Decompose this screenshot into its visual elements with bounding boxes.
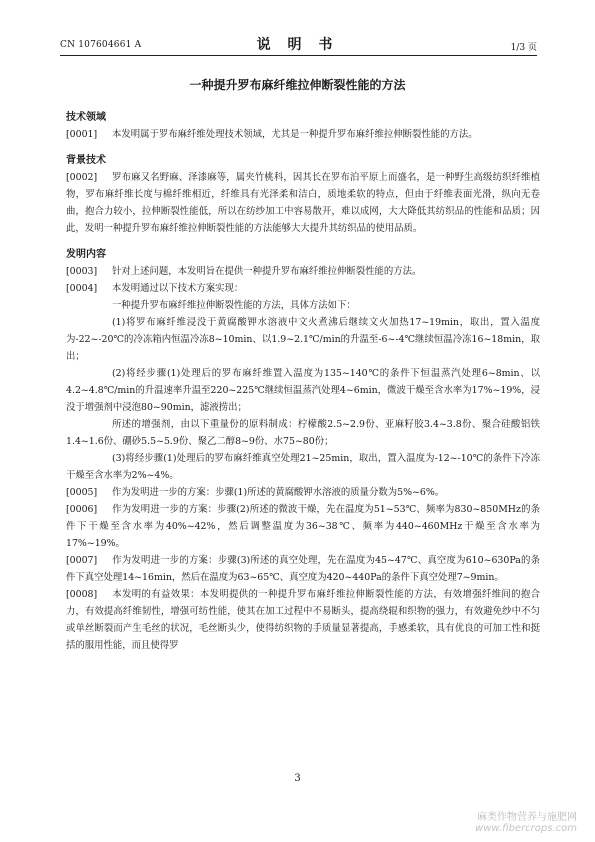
paragraph-text: 本发明通过以下技术方案实现： <box>112 283 244 294</box>
paragraph-number: [0002] <box>66 172 98 183</box>
paragraph-text: 作为发明进一步的方案：步骤(2)所述的微波干燥，先在温度为51~53℃、频率为830~850MHz的条件下干燥至含水率为40%~42%，然后调整温度为36~38℃、频率为440~460MHz干燥至含水率为17%~19%。 <box>66 504 540 549</box>
paragraph-0004-enhancer: 所述的增强剂，由以下重量份的原料制成：柠檬酸2.5~2.9份、亚麻籽胶3.4~3.8份、聚合硅酸铝铁1.4~1.6份、硼砂5.5~5.9份、聚乙二醇8~9份、水75~80份； <box>66 419 540 447</box>
paragraph-0004-step-3: (3)将经步骤(1)处理后的罗布麻纤维真空处理21~25min，取出，置入温度为-12~-10℃的条件下冷冻干燥至含水率为2%~4%。 <box>66 453 540 481</box>
paragraph-0004-method: 一种提升罗布麻纤维拉伸断裂性能的方法，具体方法如下： <box>112 300 356 311</box>
paragraph-number: [0006] <box>66 504 98 515</box>
document-title: 一种提升罗布麻纤维拉伸断裂性能的方法 <box>189 78 406 92</box>
paragraph-0001 <box>66 126 540 143</box>
paragraph-0007 <box>66 552 540 586</box>
paragraph-0005 <box>66 484 540 501</box>
paragraph-number: [0005] <box>66 487 98 498</box>
paragraph-0006 <box>66 501 540 552</box>
paragraph-text: 罗布麻又名野麻、泽漆麻等，属夹竹桃科，因其长在罗布泊平原上而盛名，是一种野生高级纺织纤维植物，罗布麻纤维长度与棉纤维相近，纤维具有光泽柔和洁白，质地柔软的特点，但由于纤维表面光滑，纵向无卷曲，抱合力较小，拉伸断裂性能低，所以在纺纱加工中容易散开，难以成网，大大降低其纺织品的性能和品质；因此，发明一种提升罗布麻纤维拉伸断裂性能的方法能够大大提升其纺织品的使用品质。 <box>66 172 540 234</box>
section-heading-background: 背景技术 <box>66 155 106 166</box>
paragraph-0004 <box>66 280 540 297</box>
paragraph-text: 本发明的有益效果：本发明提供的一种提升罗布麻纤维拉伸断裂性能的方法，有效增强纤维间的抱合力，有效提高纤维韧性，增强可纺性能，使其在加工过程中不易断头，提高绕辊和织物的强力，有效避免纱中不匀或单丝断裂而产生毛丝的状况，毛丝断头少，使得纺织物的手质量显著提高，手感柔软，具有优良的可加工性和挺括的服用性能，而且使得罗 <box>66 589 540 651</box>
paragraph-0004-step-1: (1)将罗布麻纤维浸没于黄腐酸钾水溶液中文火煮沸后继续文火加热17~19min，取出，置入温度为-22~-20℃的冷冻箱内恒温冷冻8~10min、以1.9~2.1℃/min的升温至-6~-4℃继续恒温冷冻16~18min，取出； <box>66 317 540 362</box>
paragraph-number: [0003] <box>66 266 98 277</box>
patent-number: CN 107604661 A <box>60 40 142 50</box>
paragraph-0004-step-2: (2)将经步骤(1)处理后的罗布麻纤维置入温度为135~140℃的条件下恒温蒸汽处理6~8min、以4.2~4.8℃/min的升温速率升温至220~225℃继续恒温蒸汽处理4~6min，微波干燥至含水率为17%~19%，浸没于增强剂中浸泡80~90min，滤液捞出； <box>66 368 540 413</box>
section-heading-invention: 发明内容 <box>66 249 106 260</box>
paragraph-text: 本发明属于罗布麻纤维处理技术领域，尤其是一种提升罗布麻纤维拉伸断裂性能的方法。 <box>112 129 478 140</box>
paragraph-number: [0007] <box>66 555 98 566</box>
watermark-url: www.fibercrops.com <box>475 823 577 834</box>
paragraph-number: [0004] <box>66 283 98 294</box>
header-divider <box>60 55 537 56</box>
paragraph-0003 <box>66 263 540 280</box>
section-heading-tech-field: 技术领域 <box>66 112 106 123</box>
paragraph-number: [0001] <box>66 129 98 140</box>
paragraph-number: [0008] <box>66 589 98 600</box>
page-number: 3 <box>294 773 301 784</box>
paragraph-0002 <box>66 169 540 237</box>
document-type-heading: 说 明 书 <box>256 37 339 53</box>
paragraph-text: 作为发明进一步的方案：步骤(3)所述的真空处理，先在温度为45~47℃、真空度为610~630Pa的条件下真空处理14~16min，然后在温度为63~65℃、真空度为420~440Pa的条件下真空处理7~9min。 <box>66 555 540 583</box>
paragraph-text: 针对上述问题，本发明旨在提供一种提升罗布麻纤维拉伸断裂性能的方法。 <box>112 266 422 277</box>
watermark-site-name: 麻类作物营养与施肥网 <box>477 812 577 823</box>
page-label: 1/3 页 <box>510 43 537 53</box>
document-body <box>66 110 540 654</box>
paragraph-text: 作为发明进一步的方案：步骤(1)所述的黄腐酸钾水溶液的质量分数为5%~6%。 <box>112 487 445 498</box>
paragraph-0008 <box>66 586 540 654</box>
